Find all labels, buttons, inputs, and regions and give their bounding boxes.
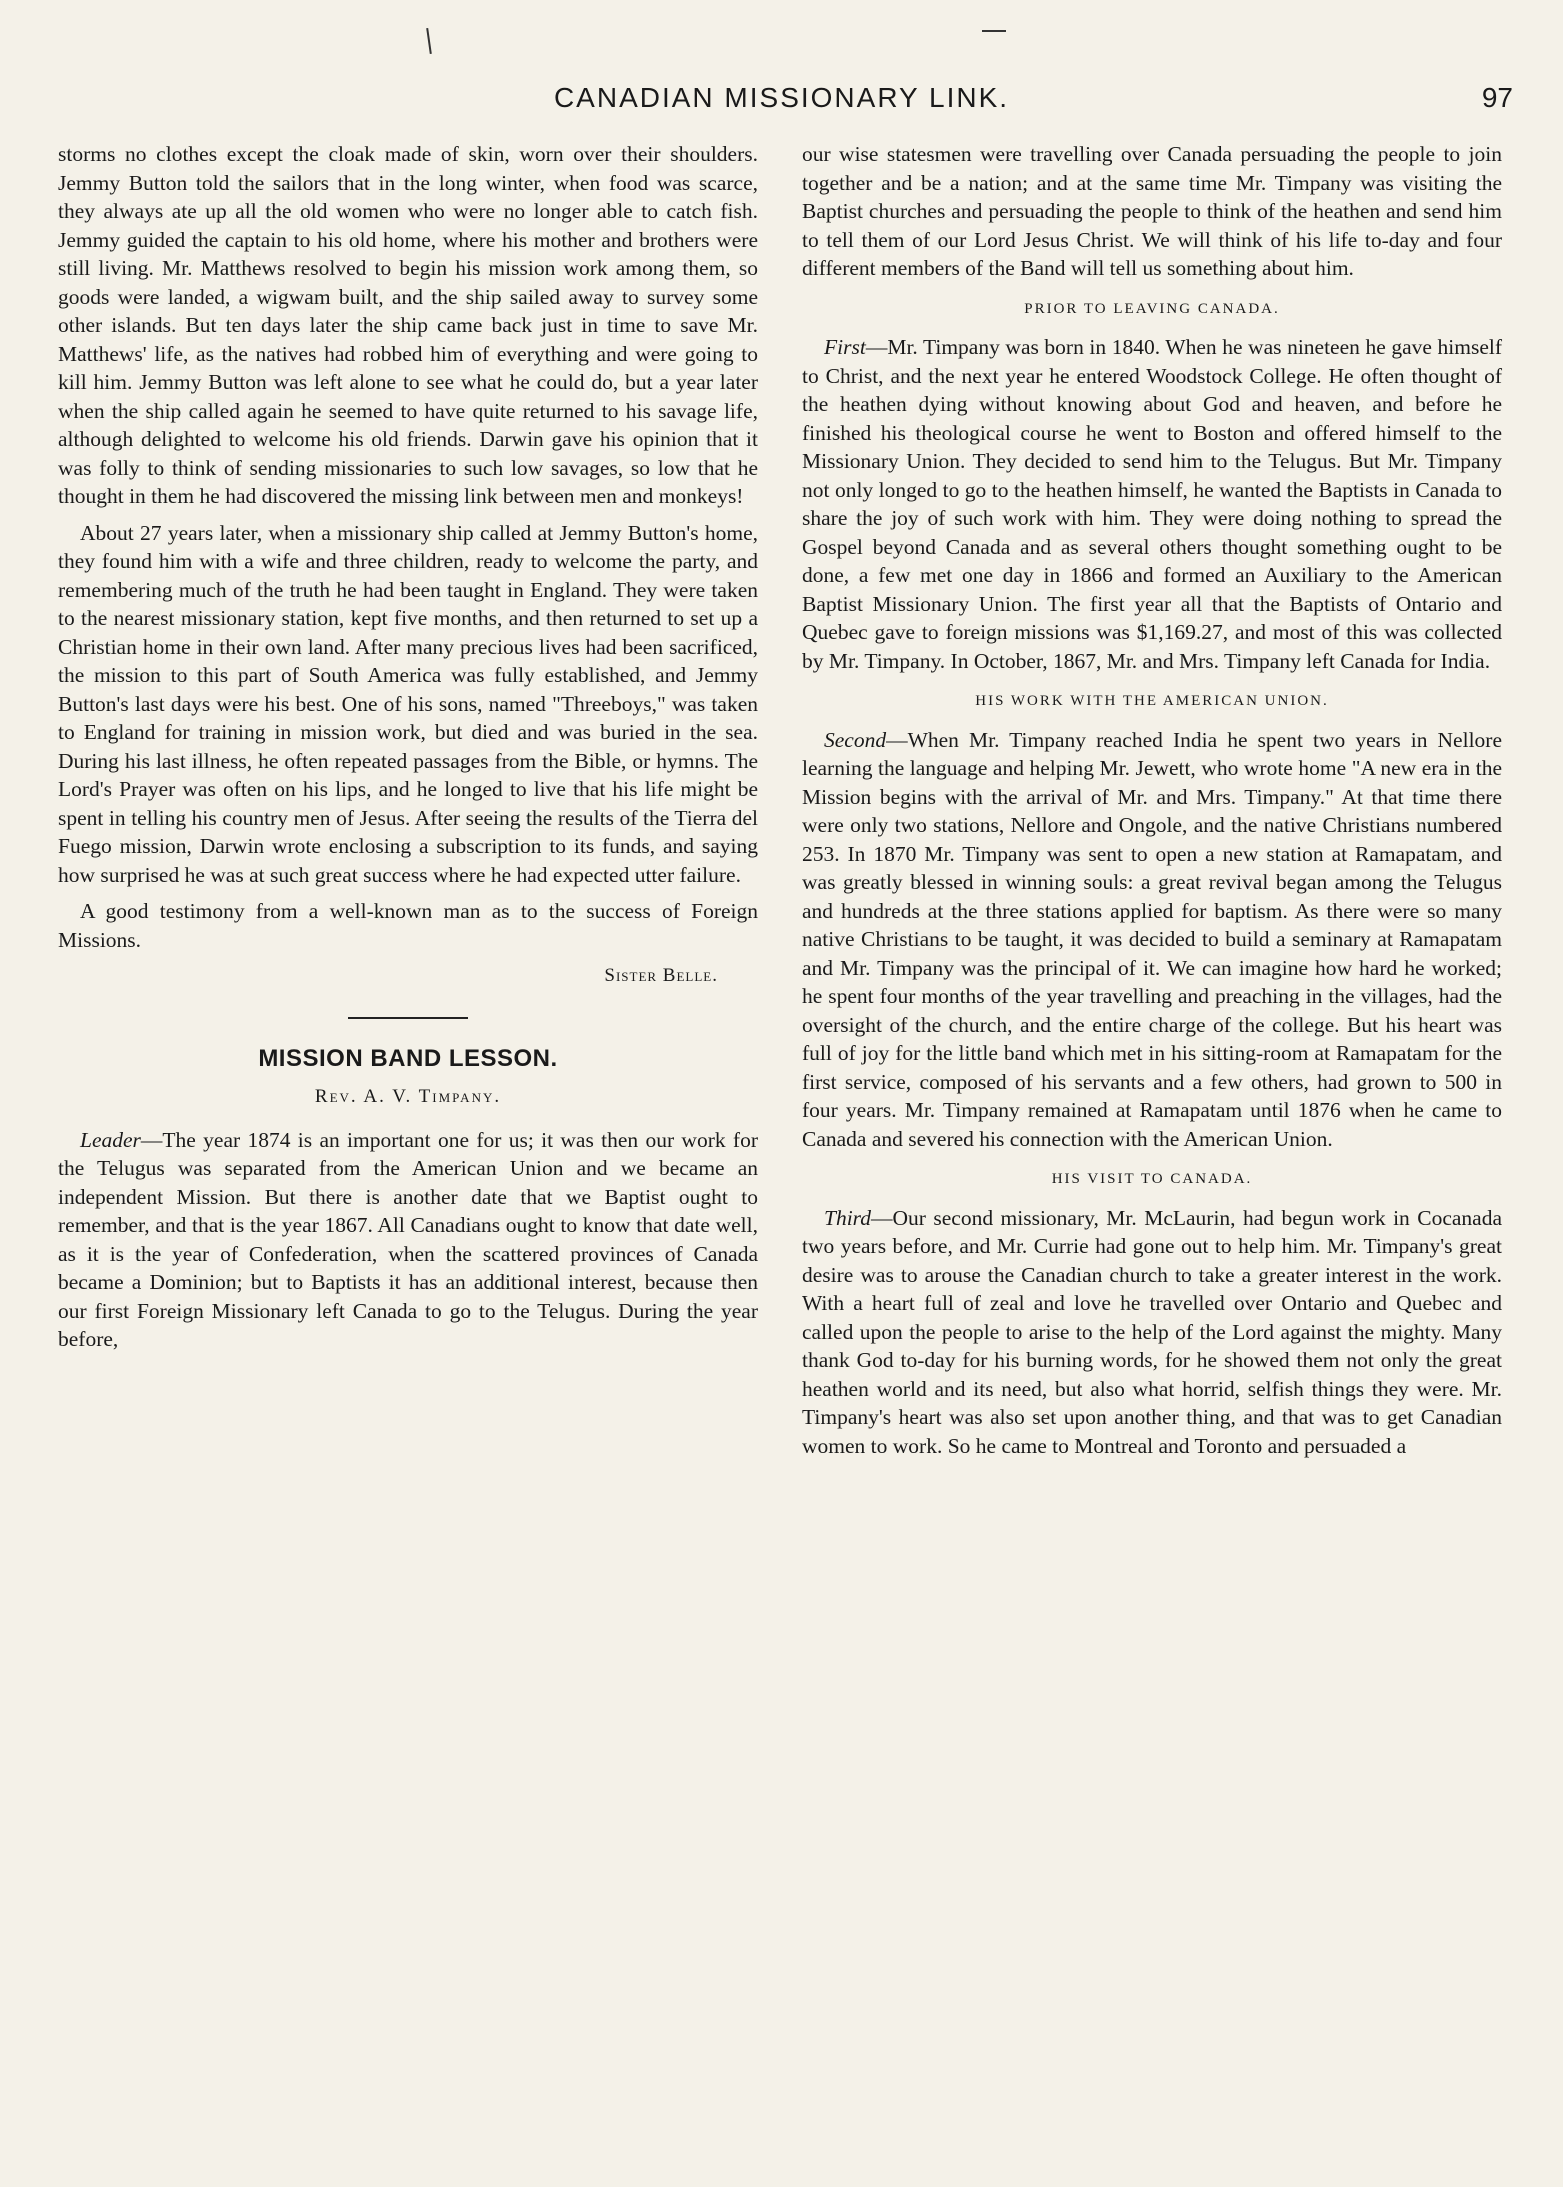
speaker-label: Leader — [80, 1127, 141, 1152]
margin-mark — [982, 30, 1006, 32]
section-title: MISSION BAND LESSON. — [258, 1044, 558, 1072]
paragraph: storms no clothes except the cloak made of skin, worn over their shoulders. Jemmy Button told the sailors that in the long winter, when food was scarce, they always ate up all the old women who were no longer able to catch fish. Jemmy guided the captain to his old home, where his mother and brothers were still living. Mr. Matthews resolved to begin his mission work among them, so goods were landed, a wigwam built, and the ship sailed away to survey some other islands. But ten days later the ship came back just in time to save Mr. Matthews' life, as the natives had robbed him of everything and were going to kill him. Jemmy Button was left alone to see what he could do, but a year later when the ship called again he seemed to have quite returned to his savage life, although delighted to welcome his old friends. Darwin gave his opinion that it was folly to think of sending missionaries to such low savages, so low that he thought in them he had discovered the missing link between men and monkeys! — [58, 142, 758, 508]
divider — [348, 1017, 468, 1019]
paragraph-text: —The year 1874 is an important one for us; it was then our work for the Telugus was separated from the American Union and we became an independent Mission. But there is another date that we Baptist ought to remember, and that is the year 1867. All Canadians ought to know that date well, as it is the year of Confederation, when the scattered provinces of Canada became a Dominion; but to Baptists it has an additional interest, because then our first Foreign Missionary left Canada to go to the Telugus. During the year before, — [58, 1127, 758, 1351]
subheading: HIS VISIT TO CANADA. — [1051, 1171, 1253, 1187]
running-title: CANADIAN MISSIONARY LINK. — [553, 82, 1010, 113]
page-header — [50, 82, 1513, 126]
left-column — [58, 140, 758, 2147]
subheading: HIS WORK WITH THE AMERICAN UNION. — [975, 693, 1329, 709]
page-number: 97 — [1481, 82, 1513, 113]
speaker-label: Second — [824, 727, 887, 752]
speaker-label: First — [824, 335, 866, 359]
paragraph-text: —Our second missionary, Mr. McLaurin, had begun work in Cocanada two years before, and Mr. Currie had gone out to help him. Mr. Timpany's great desire was to arouse the Canadian church to take a greater interest in the work. With a heart full of zeal and love he travelled over Ontario and Quebec and called upon the people to arise to the help of the Lord against the mighty. Many thank God to-day for his burning words, for he showed them not only the great heathen world and its need, but also what horrid, selfish things they were. Mr. Timpany's heart was also set upon another thing, and that was to get Canadian women to work. So he came to Montreal and Toronto and persuaded a — [802, 1205, 1502, 1458]
paragraph — [58, 1126, 758, 1354]
speaker-label: Third — [824, 1205, 871, 1230]
paragraph-text: —Mr. Timpany was born in 1840. When he was nineteen he gave himself to Christ, and the next year he entered Woodstock College. He often thought of the heathen dying without knowing about God and heaven, and before he finished his theological course he went to Boston and offered himself to the Missionary Union. They decided to send him to the Telugus. But Mr. Timpany not only longed to go to the heathen himself, he wanted the Baptists in Canada to share the joy of such work with him. They were doing nothing to spread the Gospel beyond Canada and as several others thought something ought to be done, a few met one day in 1866 and formed an Auxiliary to the American Baptist Missionary Union. The first year all that the Baptists of Ontario and Quebec gave to foreign missions was $1,169.27, and most of this was collected by Mr. Timpany. In October, 1867, Mr. and Mrs. Timpany left Canada for India. — [802, 335, 1502, 673]
paragraph: About 27 years later, when a missionary ship called at Jemmy Button's home, they found him with a wife and three children, ready to welcome the party, and remembering much of the truth he had been taught in England. They were taken to the nearest missionary station, kept five months, and then returned to set up a Christian home in their own land. After many precious lives had been sacrificed, the mission to this part of South America was fully established, and Jemmy Button's last days were his best. One of his sons, named "Threeboys," was taken to England for training in mission work, but died and was buried in the sea. During his last illness, he often repeated passages from the Bible, or hymns. The Lord's Prayer was often on his lips, and he longed to live that his life might be spent in telling his country men of Jesus. After seeing the results of the Tierra del Fuego mission, Darwin wrote enclosing a subscription to its funds, and saying how surprised he was at such great success where he had expected utter failure. — [58, 520, 758, 887]
paragraph — [802, 333, 1502, 675]
paragraph: our wise statesmen were travelling over Canada persuading the people to join together and be a nation; and at the same time Mr. Timpany was visiting the Baptist churches and persuading the people to think of the heathen and send him to tell them of our Lord Jesus Christ. We will think of his life to-day and four different members of the Band will tell us something about him. — [802, 142, 1502, 280]
margin-mark — [426, 28, 432, 54]
paragraph — [802, 726, 1502, 1154]
paragraph — [802, 1204, 1502, 1461]
signature: Sister Belle. — [604, 965, 718, 986]
right-column — [802, 140, 1502, 2147]
paragraph-text: —When Mr. Timpany reached India he spent two years in Nellore learning the language and helping Mr. Jewett, who wrote home "A new era in the Mission begins with the arrival of Mr. and Mrs. Timpany." At that time there were only two stations, Nellore and Ongole, and the native Christians numbered 253. In 1870 Mr. Timpany was sent to open a new station at Ramapatam, and was greatly blessed in winning souls: a great revival began among the Telugus and hundreds at the three stations applied for baptism. As there were so many native Christians to be taught, it was decided to build a seminary at Ramapatam and Mr. Timpany was the principal of it. We can imagine how hard he worked; he spent four months of the year travelling and preaching in the villages, had the oversight of the church, and the entire charge of the college. But his heart was full of joy for the little band which met in his sitting-room at Ramapatam for the first service, composed of his servants and a few others, had grown to 500 in four years. Mr. Timpany remained at Ramapatam until 1876 when he came to Canada and severed his connection with the American Union. — [802, 727, 1502, 1151]
byline: Rev. A. V. Timpany. — [314, 1086, 502, 1107]
paragraph: A good testimony from a well-known man as to the success of Foreign Missions. — [58, 899, 758, 952]
subheading: PRIOR TO LEAVING CANADA. — [1024, 300, 1280, 317]
